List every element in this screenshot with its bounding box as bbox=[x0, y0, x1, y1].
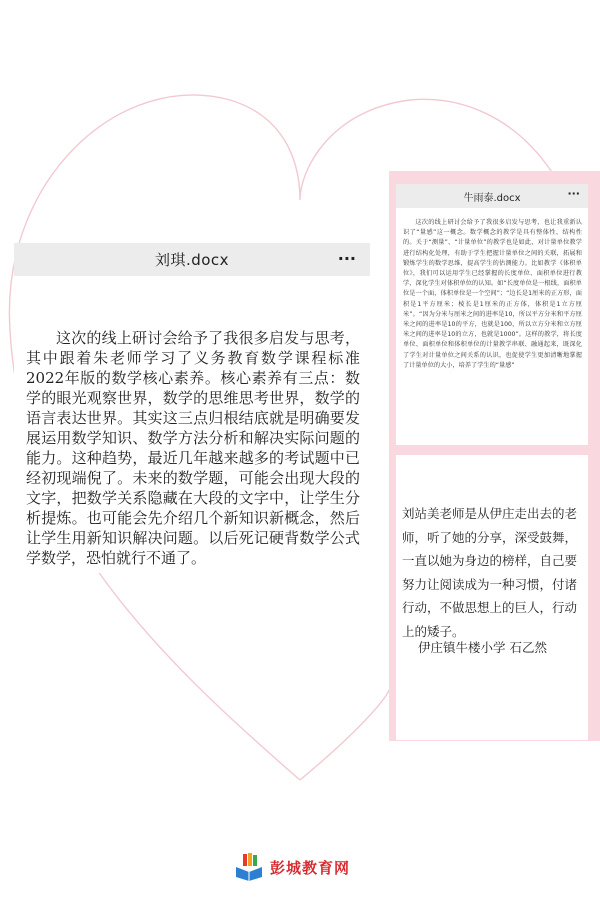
quote-card bbox=[396, 455, 588, 740]
quote-signature: 伊庄镇牛楼小学 石乙然 bbox=[418, 640, 547, 655]
logo-text: 彭城教育网 bbox=[270, 858, 351, 877]
more-dots-icon[interactable]: ··· bbox=[337, 249, 356, 268]
quote-text: 刘站美老师是从伊庄走出去的老师，听了她的分享，深受鼓舞，一直以她为身边的榜样，自己要努力让阅读成为一种习惯，付诸行动，不做思想上的巨人，行动上的矮子。 bbox=[402, 506, 578, 639]
right-document-card bbox=[396, 184, 588, 445]
left-document-titlebar bbox=[14, 243, 370, 276]
more-dots-icon[interactable]: ··· bbox=[567, 187, 580, 200]
book-logo-icon bbox=[234, 853, 264, 881]
right-document-title: 牛雨泰.docx bbox=[463, 192, 521, 204]
left-document-card bbox=[14, 243, 370, 573]
left-document-body: 这次的线上研讨会给予了我很多启发与思考，其中跟着朱老师学习了义务教育数学课程标准2022年版的数学核心素养。核心素养有三点：数学的眼光观察世界，数学的思维思考世界，数学的语言表达世界。其实这三点归根结底就是明确要发展运用数学知识、数学方法分析和解决实际问题的能力。这种趋势，最近几年越来越多的考试题中已经初现端倪了。未来的数学题，可能会出现大段的文字，把数学关系隐藏在大段的文字中，让学生分析提炼。也可能会先介绍几个新知识新概念，然后让学生用新知识解决问题。以后死记硬背数学公式学数学，恐怕就行不通了。 bbox=[26, 329, 360, 567]
right-document-titlebar bbox=[396, 184, 588, 208]
right-document-body: 这次的线上研讨会给予了我很多启发与思考，也让我重新认识了“量感”这一概念。数学概念的教学是具有整体性、结构性的。关于“测量”、“计量单位”的教学也是如此，对计量单位教学进行结构化处理，有助于学生把握计量单位之间的关联，拓展和锻炼学生的数学思维，提高学生的估测能力。比如教学《体积单位》，我们可以运用学生已经掌握的长度单位、面积单位进行教学，深化学生对体积单位的认知。如“长度单位是一根线，面积单位是一个面，体积单位是一个空间”；“边长是1厘米的正方形，面积是1平方厘米；棱长是1厘米的正方体，体积是1立方厘米”。“因为分米与厘米之间的进率是10，所以平方分米和平方厘米之间的进率是10的平方，也就是100，所以立方分米和立方厘米之间的进率是10的立方，也就是1000”。这样的教学，将长度单位、面积单位和体积单位的计量教学串联、融通起来，既深化了学生对计量单位之间关系的认识，也促使学生更加清晰地掌握了计量单位的大小，培养了学生的“量感” bbox=[403, 219, 582, 369]
left-document-title: 刘琪.docx bbox=[154, 251, 230, 269]
footer-logo bbox=[234, 852, 350, 882]
